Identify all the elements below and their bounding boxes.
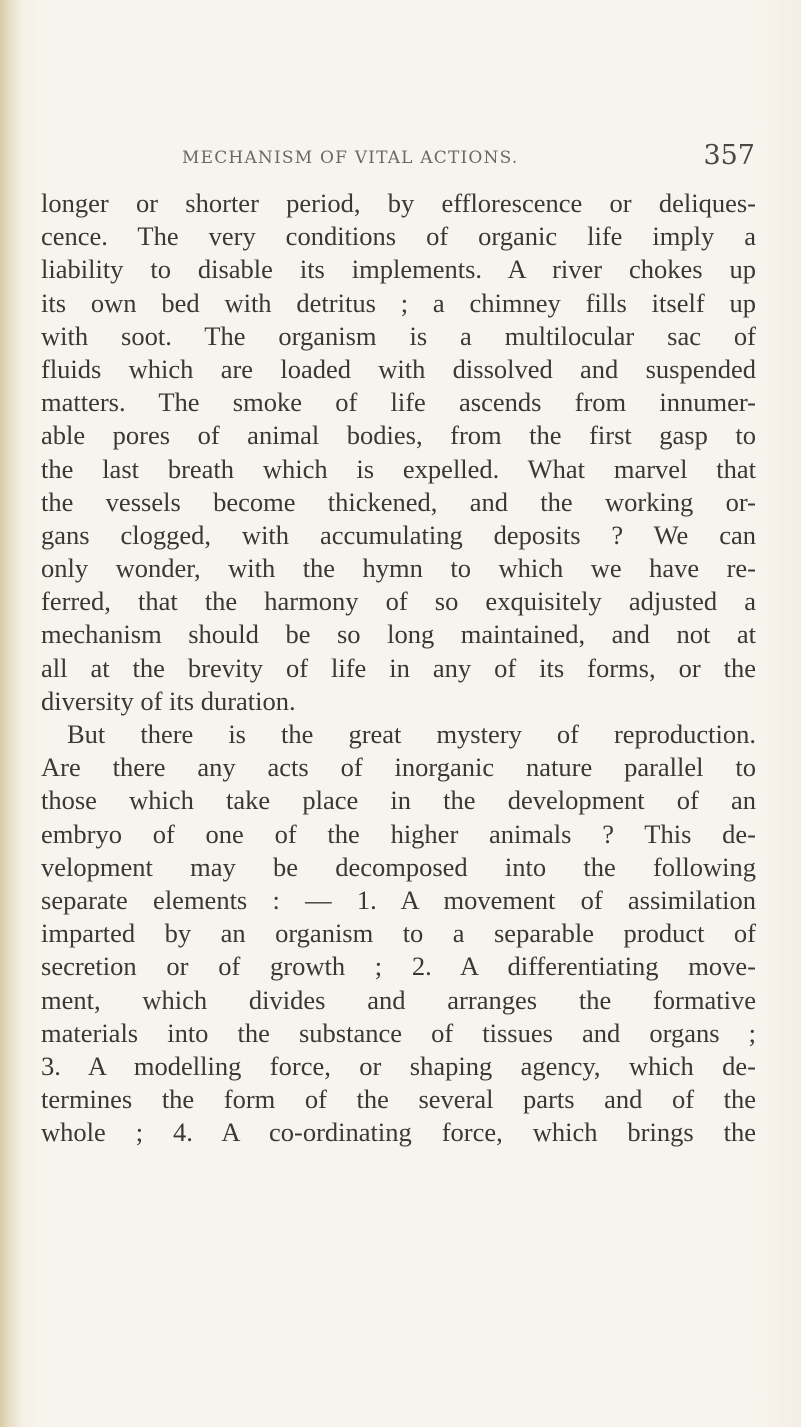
text-line: 3. A modelling force, or shaping agency, which de-	[41, 1050, 756, 1081]
text-line: fluids which are loaded with dissolved and suspended	[41, 353, 756, 384]
text-line: only wonder, with the hymn to which we have re-	[41, 553, 756, 584]
text-line: separate elements : — 1. A movement of assimilation	[41, 884, 756, 915]
running-head	[150, 140, 755, 174]
text-line: velopment may be decomposed into the following	[41, 851, 756, 882]
text-line: longer or shorter period, by efflorescence or deliques-	[41, 188, 756, 218]
text-line: ment, which divides and arranges the formative	[41, 984, 756, 1015]
text-line: ferred, that the harmony of so exquisitely adjusted a	[41, 586, 756, 617]
page-number: 357	[703, 140, 755, 171]
text-line: gans clogged, with accumulating deposits ? We can	[41, 519, 756, 550]
text-line: its own bed with detritus ; a chimney fills itself up	[41, 287, 756, 318]
text-line: embryo of one of the higher animals ? This de-	[41, 818, 756, 849]
text-line: those which take place in the development of an	[41, 785, 756, 816]
text-line: the last breath which is expelled. What marvel that	[41, 453, 756, 484]
text-line: diversity of its duration.	[41, 685, 296, 716]
page-binding-edge	[0, 0, 22, 1427]
running-title: MECHANISM OF VITAL ACTIONS.	[182, 148, 519, 168]
text-line: whole ; 4. A co-ordinating force, which brings the	[41, 1117, 756, 1148]
text-line: the vessels become thickened, and the working or-	[41, 486, 756, 517]
text-line: matters. The smoke of life ascends from innumer-	[41, 387, 756, 418]
text-line: Are there any acts of inorganic nature parallel to	[41, 752, 756, 783]
text-line: cence. The very conditions of organic life imply a	[41, 221, 756, 252]
text-line: all at the brevity of life in any of its forms, or the	[41, 652, 756, 683]
body-text	[41, 187, 756, 1149]
text-line: imparted by an organism to a separable product of	[41, 918, 756, 949]
text-line: secretion or of growth ; 2. A differentiating move-	[41, 951, 756, 982]
text-line: with soot. The organism is a multilocular sac of	[41, 320, 756, 351]
text-line: But there is the great mystery of reproduction.	[67, 719, 756, 749]
text-line: materials into the substance of tissues and organs ;	[41, 1017, 756, 1048]
text-line: mechanism should be so long maintained, and not at	[41, 619, 756, 650]
text-line: liability to disable its implements. A river chokes up	[41, 254, 756, 285]
text-line: able pores of animal bodies, from the first gasp to	[41, 420, 756, 451]
text-line: termines the form of the several parts and of the	[41, 1084, 756, 1115]
